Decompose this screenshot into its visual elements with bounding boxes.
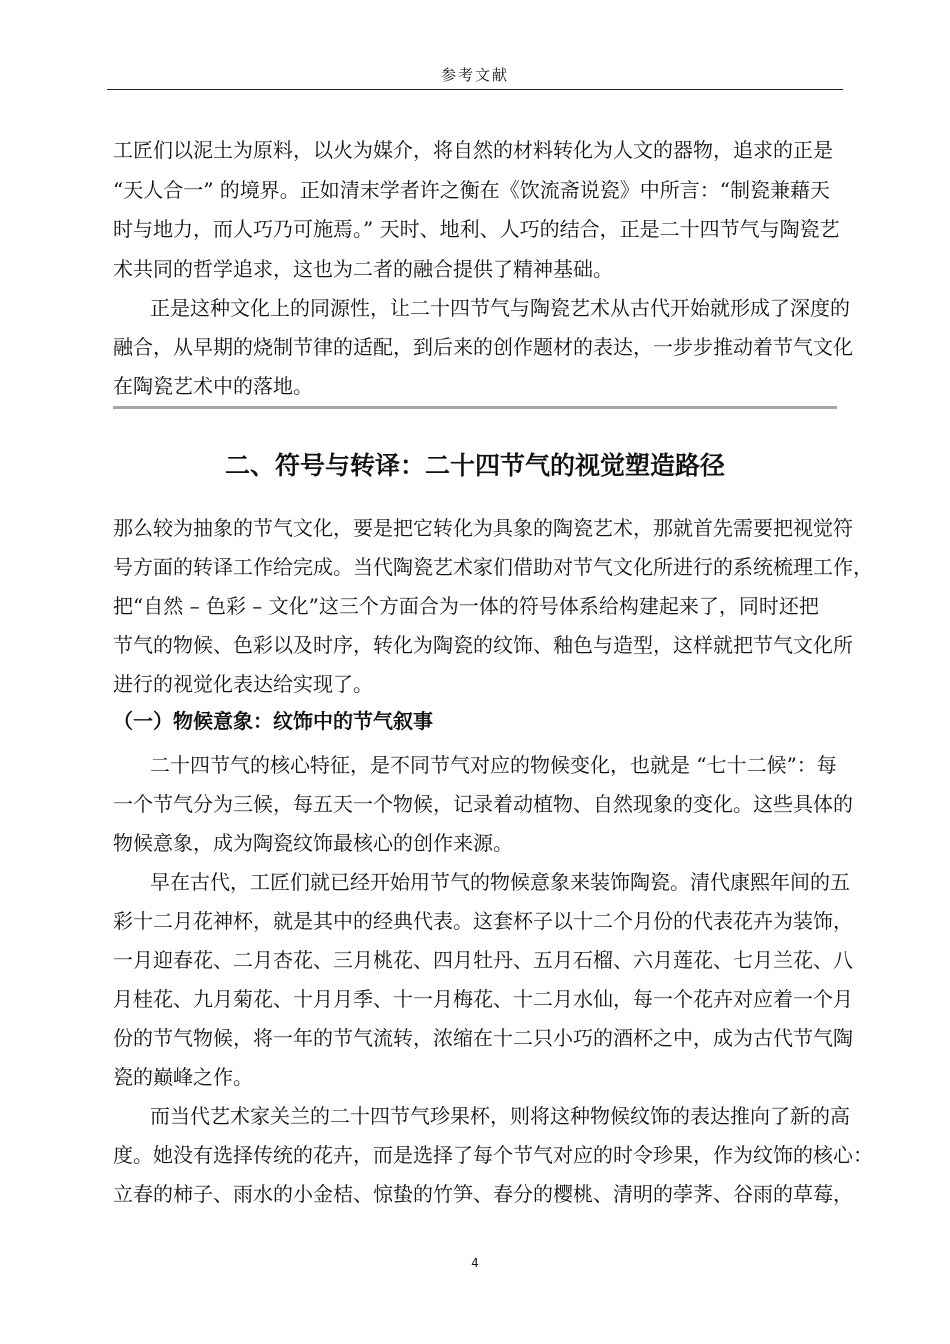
sub-p2-line-2: 彩十二月花神杯，就是其中的经典代表。这套杯子以十二个月份的代表花卉为装饰，	[113, 909, 853, 933]
intro-p2-line-2: 融合，从早期的烧制节律的适配，到后来的创作题材的表达，一步步推动着节气文化	[113, 335, 853, 359]
intro-p1-line-2: “天人合一” 的境界。正如清末学者许之衡在《饮流斋说瓷》中所言：“制瓷兼藉天	[113, 178, 831, 202]
intro-p1-line-1: 工匠们以泥土为原料，以火为媒介，将自然的材料转化为人文的器物，追求的正是	[113, 138, 833, 162]
subsection-title: （一）物候意象：纹饰中的节气叙事	[113, 709, 433, 733]
section-p-line-2: 号方面的转译工作给完成。当代陶瓷艺术家们借助对节气文化所进行的系统梳理工作，	[113, 555, 873, 579]
section-divider	[113, 406, 837, 409]
sub-p1-line-2: 一个节气分为三候，每五天一个物候，记录着动植物、自然现象的变化。这些具体的	[113, 792, 853, 816]
sub-p3-line-1: 而当代艺术家关兰的二十四节气珍果杯，则将这种物候纹饰的表达推向了新的高	[150, 1104, 850, 1128]
intro-p1-line-3: 时与地力，而人巧乃可施焉。” 天时、地利、人巧的结合，正是二十四节气与陶瓷艺	[113, 217, 840, 241]
page-number: 4	[471, 1256, 479, 1270]
sub-p1-line-3: 物候意象，成为陶瓷纹饰最核心的创作来源。	[113, 831, 513, 855]
sub-p3-line-3: 立春的柿子、雨水的小金桔、惊蛰的竹笋、春分的樱桃、清明的荸荠、谷雨的草莓，	[113, 1182, 853, 1206]
sub-p2-line-3: 一月迎春花、二月杏花、三月桃花、四月牡丹、五月石榴、六月莲花、七月兰花、八	[113, 948, 853, 972]
intro-p1-line-4: 术共同的哲学追求，这也为二者的融合提供了精神基础。	[113, 257, 613, 281]
section-p-line-4: 节气的物候、色彩以及时序，转化为陶瓷的纹饰、釉色与造型，这样就把节气文化所	[113, 633, 853, 657]
section-p-line-5: 进行的视觉化表达给实现了。	[113, 672, 373, 696]
sub-p1-line-1: 二十四节气的核心特征，是不同节气对应的物候变化，也就是 “七十二候”：每	[150, 753, 837, 777]
sub-p2-line-6: 瓷的巅峰之作。	[113, 1065, 253, 1089]
sub-p2-line-5: 份的节气物候，将一年的节气流转，浓缩在十二只小巧的酒杯之中，成为古代节气陶	[113, 1026, 853, 1050]
section-p-line-1: 那么较为抽象的节气文化，要是把它转化为具象的陶瓷艺术，那就首先需要把视觉符	[113, 516, 853, 540]
intro-p2-line-3: 在陶瓷艺术中的落地。	[113, 374, 313, 398]
header-divider	[107, 89, 843, 90]
section-p-line-3: 把“自然 – 色彩 – 文化”这三个方面合为一体的符号体系给构建起来了，同时还把	[113, 594, 819, 618]
sub-p2-line-1: 早在古代，工匠们就已经开始用节气的物候意象来装饰陶瓷。清代康熙年间的五	[150, 870, 850, 894]
intro-p2-line-1: 正是这种文化上的同源性，让二十四节气与陶瓷艺术从古代开始就形成了深度的	[150, 296, 850, 320]
sub-p3-line-2: 度。她没有选择传统的花卉，而是选择了每个节气对应的时令珍果，作为纹饰的核心：	[113, 1143, 873, 1167]
header-title: 参考文献	[440, 66, 509, 84]
sub-p2-line-4: 月桂花、九月菊花、十月月季、十一月梅花、十二月水仙，每一个花卉对应着一个月	[113, 987, 853, 1011]
section-title: 二、符号与转译：二十四节气的视觉塑造路径	[224, 451, 725, 480]
